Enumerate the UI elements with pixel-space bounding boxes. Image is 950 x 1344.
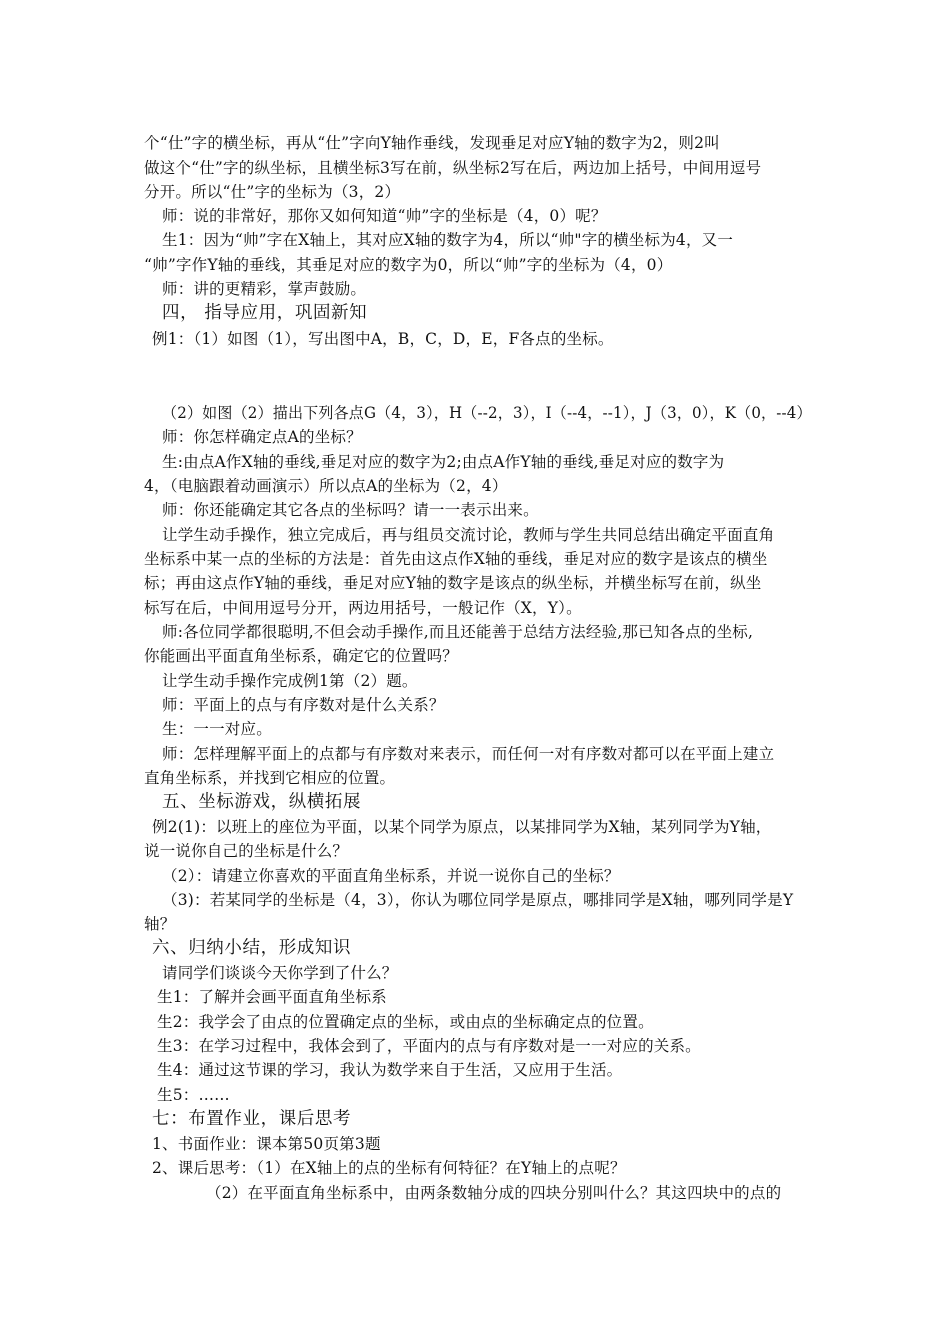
- text-line: 师：你怎样确定点A的坐标？: [162, 428, 362, 446]
- text-line: 师：讲的更精彩，掌声鼓励。: [162, 280, 367, 298]
- text-line: （2）在平面直角坐标系中，由两条数轴分成的四块分别叫什么？其这四块中的点的: [206, 1184, 782, 1202]
- text-line: 坐标系中某一点的坐标的方法是：首先由这点作X轴的垂线，垂足对应的数字是该点的横坐: [144, 550, 768, 568]
- text-line: 请同学们谈谈今天你学到了什么？: [162, 964, 398, 982]
- section-heading: 四， 指导应用，巩固新知: [162, 303, 368, 323]
- text-line: 1、书面作业：课本第50页第3题: [152, 1135, 381, 1153]
- text-line: 生：一一对应。: [162, 720, 272, 738]
- text-line: （2）如图（2）描出下列各点G（4，3），H（--2，3），I（--4，--1），J（3，0），K（0，--4）: [162, 404, 812, 422]
- text-line: 师：说的非常好，那你又如何知道“帅”字的坐标是（4，0）呢？: [162, 207, 607, 225]
- text-line: 生4：通过这节课的学习，我认为数学来自于生活，又应用于生活。: [157, 1061, 623, 1079]
- text-line: 标；再由这点作Y轴的垂线，垂足对应Y轴的数字是该点的纵坐标，并横坐标写在前，纵坐: [144, 574, 762, 592]
- text-line: 4，（电脑跟着动画演示）所以点A的坐标为（2，4）: [144, 477, 508, 495]
- text-line: 师：怎样理解平面上的点都与有序数对来表示，而任何一对有序数对都可以在平面上建立: [162, 745, 775, 763]
- section-heading: 六、归纳小结，形成知识: [152, 938, 352, 958]
- section-heading: 七：布置作业，课后思考: [152, 1109, 352, 1129]
- text-line: 生2：我学会了由点的位置确定点的坐标，或由点的坐标确定点的位置。: [157, 1013, 654, 1031]
- text-line: 你能画出平面直角坐标系，确定它的位置吗？: [144, 647, 459, 665]
- text-line: 师：平面上的点与有序数对是什么关系？: [162, 696, 445, 714]
- text-line: 让学生动手操作完成例1第（2）题。: [162, 672, 418, 690]
- text-line: 生:由点A作X轴的垂线,垂足对应的数字为2;由点A作Y轴的垂线,垂足对应的数字为: [162, 453, 725, 471]
- text-line: 生1：因为“帅”字在X轴上，其对应X轴的数字为4，所以“帅"字的横坐标为4，又一: [162, 231, 734, 249]
- text-line: 2、课后思考：（1）在X轴上的点的坐标有何特征？在Y轴上的点呢？: [152, 1159, 626, 1177]
- text-line: 师:各位同学都很聪明,不但会动手操作,而且还能善于总结方法经验,那已知各点的坐标,: [162, 623, 754, 641]
- text-line: 个“仕”字的横坐标，再从“仕”字向Y轴作垂线，发现垂足对应Y轴的数字为2，则2叫: [144, 134, 720, 152]
- text-line: 说一说你自己的坐标是什么？: [144, 842, 349, 860]
- text-line: 分开。所以“仕”字的坐标为（3，2）: [144, 183, 401, 201]
- text-line: （3)：若某同学的坐标是（4，3），你认为哪位同学是原点，哪排同学是X轴，哪列同学是Y: [162, 891, 794, 909]
- text-line: 师：你还能确定其它各点的坐标吗？请一一表示出来。: [162, 501, 539, 519]
- text-line: 生5：……: [157, 1086, 230, 1104]
- text-line: 标写在后，中间用逗号分开，两边用括号，一般记作（X，Y）。: [144, 599, 582, 617]
- text-line: （2）：请建立你喜欢的平面直角坐标系，并说一说你自己的坐标？: [162, 867, 620, 885]
- text-line: 直角坐标系，并找到它相应的位置。: [144, 769, 396, 787]
- text-line: 例2(1)：以班上的座位为平面，以某个同学为原点，以某排同学为X轴，某列同学为Y轴，: [152, 818, 772, 836]
- text-line: 生3：在学习过程中，我体会到了，平面内的点与有序数对是一一对应的关系。: [157, 1037, 701, 1055]
- text-line: 轴？: [144, 915, 176, 933]
- text-line: “帅”字作Y轴的垂线，其垂足对应的数字为0，所以“帅”字的坐标为（4，0）: [144, 256, 673, 274]
- text-line: 生1：了解并会画平面直角坐标系: [157, 988, 387, 1006]
- text-line: 例1：（1）如图（1），写出图中A，B，C，D，E，F各点的坐标。: [152, 330, 614, 348]
- text-line: 做这个“仕”字的纵坐标，且横坐标3写在前，纵坐标2写在后，两边加上括号，中间用逗号: [144, 159, 762, 177]
- text-line: 让学生动手操作，独立完成后，再与组员交流讨论，教师与学生共同总结出确定平面直角: [162, 526, 775, 544]
- section-heading: 五、坐标游戏，纵横拓展: [162, 792, 362, 812]
